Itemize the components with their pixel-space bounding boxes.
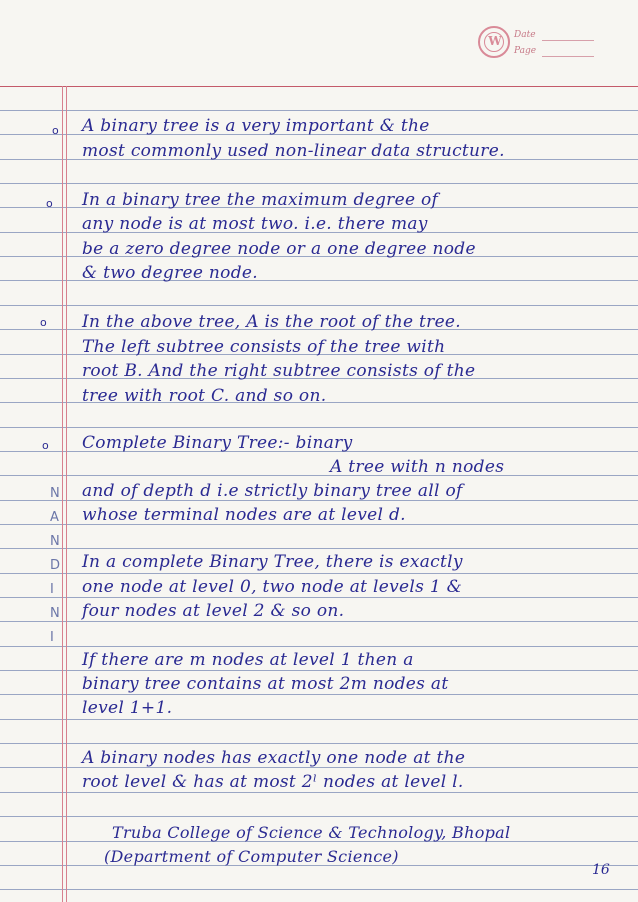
- text-line: one node at level 0, two node at levels 1 &: [82, 577, 463, 597]
- text-line: four nodes at level 2 & so on.: [82, 601, 345, 621]
- ruled-line: [0, 719, 638, 720]
- ruled-line: [0, 889, 638, 890]
- date-line: [542, 40, 594, 41]
- text-line: root level & has at most 2ˡ nodes at level l.: [82, 772, 464, 792]
- side-letter: I: [50, 582, 54, 597]
- ruled-line: [0, 743, 638, 744]
- ruled-line: [0, 427, 638, 428]
- logo-ring: [484, 32, 504, 52]
- text-line: be a zero degree node or a one degree node: [82, 239, 476, 259]
- text-line: level 1+1.: [82, 698, 173, 718]
- text-line: binary tree contains at most 2m nodes at: [82, 674, 449, 694]
- text-line: tree with root C. and so on.: [82, 386, 327, 406]
- footer-college: Truba College of Science & Technology, Bhopal: [112, 823, 511, 842]
- ruled-line: [0, 621, 638, 622]
- text-line: A tree with n nodes: [330, 457, 505, 477]
- text-line: any node is at most two. i.e. there may: [82, 214, 428, 234]
- logo-letter: W: [488, 34, 502, 48]
- text-line: In the above tree, A is the root of the tree.: [82, 312, 461, 332]
- ruled-line: [0, 573, 638, 574]
- text-line: and of depth d i.e strictly binary tree all of: [82, 481, 463, 501]
- side-letter: N: [50, 606, 60, 621]
- text-line: The left subtree consists of the tree with: [82, 337, 446, 357]
- ruled-line: [0, 597, 638, 598]
- ruled-line: [0, 110, 638, 111]
- notebook-logo: [478, 26, 510, 58]
- ruled-line: [0, 792, 638, 793]
- page-label: Page: [514, 46, 537, 56]
- bullet: o: [52, 124, 59, 137]
- ruled-line: [0, 646, 638, 647]
- text-line: whose terminal nodes are at level d.: [82, 505, 406, 525]
- footer-department: (Department of Computer Science): [104, 847, 399, 866]
- ruled-line: [0, 816, 638, 817]
- page-line: [542, 56, 594, 57]
- side-letter: N: [50, 534, 60, 549]
- margin-line-right: [66, 86, 67, 902]
- ruled-line: [0, 694, 638, 695]
- page-number: 16: [592, 862, 610, 878]
- bullet: o: [46, 197, 53, 210]
- text-line: Complete Binary Tree:- binary: [82, 433, 353, 453]
- date-label: Date: [514, 30, 536, 40]
- text-line: A binary nodes has exactly one node at the: [82, 748, 466, 768]
- text-line: If there are m nodes at level 1 then a: [82, 650, 414, 670]
- header-rule: [0, 86, 638, 87]
- text-line: & two degree node.: [82, 263, 258, 283]
- side-letter: D: [50, 558, 61, 573]
- text-line: A binary tree is a very important & the: [82, 116, 430, 136]
- side-letter: A: [50, 510, 59, 525]
- bullet: o: [40, 316, 47, 329]
- ruled-line: [0, 305, 638, 306]
- ruled-line: [0, 475, 638, 476]
- text-line: In a complete Binary Tree, there is exactly: [82, 552, 463, 572]
- side-letter: N: [50, 486, 60, 501]
- text-line: most commonly used non-linear data structure.: [82, 141, 505, 161]
- side-letter: I: [50, 630, 54, 645]
- text-line: In a binary tree the maximum degree of: [82, 190, 439, 210]
- ruled-line: [0, 670, 638, 671]
- margin-line-left: [62, 86, 63, 902]
- text-line: root B. And the right subtree consists of the: [82, 361, 476, 381]
- ruled-line: [0, 548, 638, 549]
- bullet: o: [42, 439, 49, 452]
- ruled-line: [0, 183, 638, 184]
